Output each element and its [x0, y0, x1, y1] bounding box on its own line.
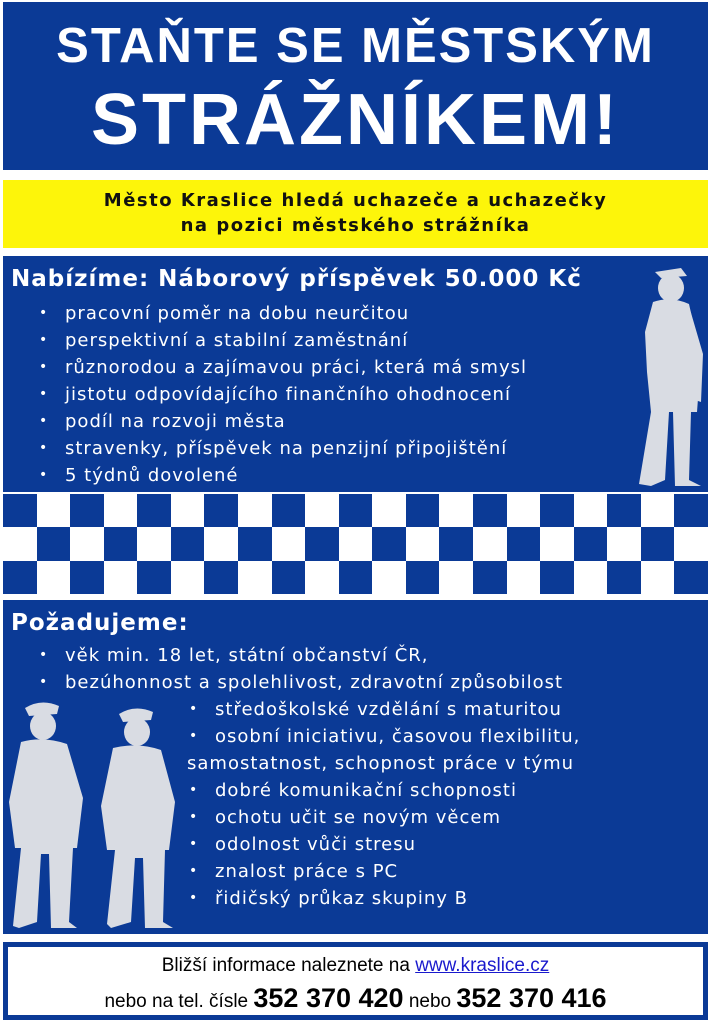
bullet-icon: •: [39, 647, 49, 663]
footer-info-line: [8, 955, 703, 977]
bullet-icon: •: [189, 782, 199, 798]
police-officers-silhouette-icon: [7, 698, 187, 930]
police-officer-silhouette-icon: [631, 262, 709, 488]
checker-square: [137, 527, 171, 561]
requirements-list-wide: [39, 642, 564, 696]
bullet-icon: •: [39, 674, 49, 690]
checker-square: [406, 527, 440, 561]
checker-square: [339, 494, 373, 528]
phone-number-1: 352 370 420: [253, 983, 404, 1013]
checkered-pattern-divider: [3, 494, 708, 594]
checker-square: [339, 527, 373, 561]
checker-square: [406, 494, 440, 528]
checker-square: [204, 561, 238, 594]
checker-square: [473, 561, 507, 594]
checker-square: [641, 527, 675, 561]
checker-square: [674, 527, 708, 561]
checker-square: [674, 561, 708, 594]
list-item: • osobní iniciativu, časovou flexibilitu,: [215, 723, 580, 750]
checker-square: [238, 561, 272, 594]
checker-square: [473, 527, 507, 561]
list-item: • středoškolské vzdělání s maturitou: [215, 696, 580, 723]
checker-square: [339, 561, 373, 594]
yellow-announcement-banner: [3, 180, 708, 248]
bullet-icon: •: [189, 890, 199, 906]
title-line-2: STRÁŽNÍKEM!: [91, 80, 620, 160]
checker-square: [37, 527, 71, 561]
phone-prefix-text: nebo na tel. čísle: [104, 991, 249, 1012]
requirements-list-narrow: [187, 696, 581, 912]
checker-square: [507, 561, 541, 594]
website-link[interactable]: www.kraslice.cz: [415, 955, 550, 976]
checker-square: [104, 494, 138, 528]
checker-square: [171, 527, 205, 561]
checker-square: [406, 561, 440, 594]
header-banner: [3, 2, 708, 170]
requirements-section: [3, 600, 708, 934]
bullet-icon: •: [189, 728, 199, 744]
checker-square: [574, 494, 608, 528]
footer-contact-box: [3, 942, 708, 1020]
checker-square: [104, 561, 138, 594]
checker-square: [104, 527, 138, 561]
phone-or-text: nebo: [408, 991, 452, 1012]
checker-square: [305, 527, 339, 561]
checker-square: [70, 527, 104, 561]
checker-square: [171, 561, 205, 594]
list-item: • řidičský průkaz skupiny B: [215, 885, 580, 912]
footer-info-text: Bližší informace naleznete na: [161, 955, 410, 976]
checker-square: [372, 494, 406, 528]
checker-square: [607, 527, 641, 561]
checker-square: [372, 561, 406, 594]
checker-square: [272, 494, 306, 528]
requirements-heading: Požadujeme:: [11, 610, 189, 636]
checker-square: [439, 527, 473, 561]
offer-heading: Nabízíme: Náborový příspěvek 50.000 Kč: [11, 266, 582, 292]
bullet-icon: •: [39, 386, 49, 402]
bullet-icon: •: [39, 305, 49, 321]
banner-line-1: Město Kraslice hledá uchazeče a uchazečky: [103, 190, 608, 211]
list-item: • věk min. 18 let, státní občanství ČR,: [65, 642, 563, 669]
checker-square: [238, 527, 272, 561]
checker-square: [272, 561, 306, 594]
list-item: • dobré komunikační schopnosti: [215, 777, 580, 804]
bullet-icon: •: [39, 440, 49, 456]
list-item-continuation: samostatnost, schopnost práce v týmu: [187, 753, 575, 774]
bullet-icon: •: [189, 701, 199, 717]
bullet-icon: •: [189, 863, 199, 879]
checker-square: [3, 494, 37, 528]
list-item: • znalost práce s PC: [215, 858, 580, 885]
title-line-1: STAŇTE SE MĚSTSKÝM: [56, 19, 655, 73]
bullet-icon: •: [39, 359, 49, 375]
checker-square: [238, 494, 272, 528]
checker-square: [137, 561, 171, 594]
phone-number-2: 352 370 416: [456, 983, 607, 1013]
checker-square: [204, 494, 238, 528]
list-item: • pracovní poměr na dobu neurčitou: [65, 300, 527, 327]
list-item: • bezúhonnost a spolehlivost, zdravotní způsobilost: [65, 669, 563, 696]
list-item: • podíl na rozvoji města: [65, 408, 527, 435]
checker-square: [37, 494, 71, 528]
list-item: • jistotu odpovídajícího finančního ohodnocení: [65, 381, 527, 408]
checker-square: [305, 494, 339, 528]
checker-square: [540, 527, 574, 561]
checker-square: [540, 561, 574, 594]
checker-square: [473, 494, 507, 528]
checker-square: [574, 561, 608, 594]
list-item: • různorodou a zajímavou práci, která má smysl: [65, 354, 527, 381]
checker-square: [272, 527, 306, 561]
list-item: • ochotu učit se novým věcem: [215, 804, 580, 831]
list-item: • stravenky, příspěvek na penzijní připojištění: [65, 435, 527, 462]
checker-square: [607, 494, 641, 528]
bullet-icon: •: [39, 467, 49, 483]
checker-square: [641, 494, 675, 528]
checker-square: [507, 527, 541, 561]
banner-line-2: na pozici městského strážníka: [180, 215, 531, 236]
footer-phone-line: [8, 983, 703, 1014]
checker-square: [540, 494, 574, 528]
checker-square: [37, 561, 71, 594]
bullet-icon: •: [189, 836, 199, 852]
checker-square: [171, 494, 205, 528]
checker-square: [3, 561, 37, 594]
checker-square: [607, 561, 641, 594]
checker-square: [439, 494, 473, 528]
checker-square: [70, 561, 104, 594]
bullet-icon: •: [39, 332, 49, 348]
bullet-icon: •: [39, 413, 49, 429]
bullet-icon: •: [189, 809, 199, 825]
checker-square: [3, 527, 37, 561]
checker-square: [70, 494, 104, 528]
checker-square: [372, 527, 406, 561]
list-item: • 5 týdnů dovolené: [65, 462, 527, 489]
list-item: • odolnost vůči stresu: [215, 831, 580, 858]
checker-square: [439, 561, 473, 594]
checker-square: [305, 561, 339, 594]
checker-square: [137, 494, 171, 528]
checker-square: [641, 561, 675, 594]
checker-square: [204, 527, 238, 561]
offer-list: [39, 300, 527, 489]
checker-square: [674, 494, 708, 528]
checker-square: [574, 527, 608, 561]
offer-section: [3, 256, 708, 492]
checker-square: [507, 494, 541, 528]
list-item: • perspektivní a stabilní zaměstnání: [65, 327, 527, 354]
